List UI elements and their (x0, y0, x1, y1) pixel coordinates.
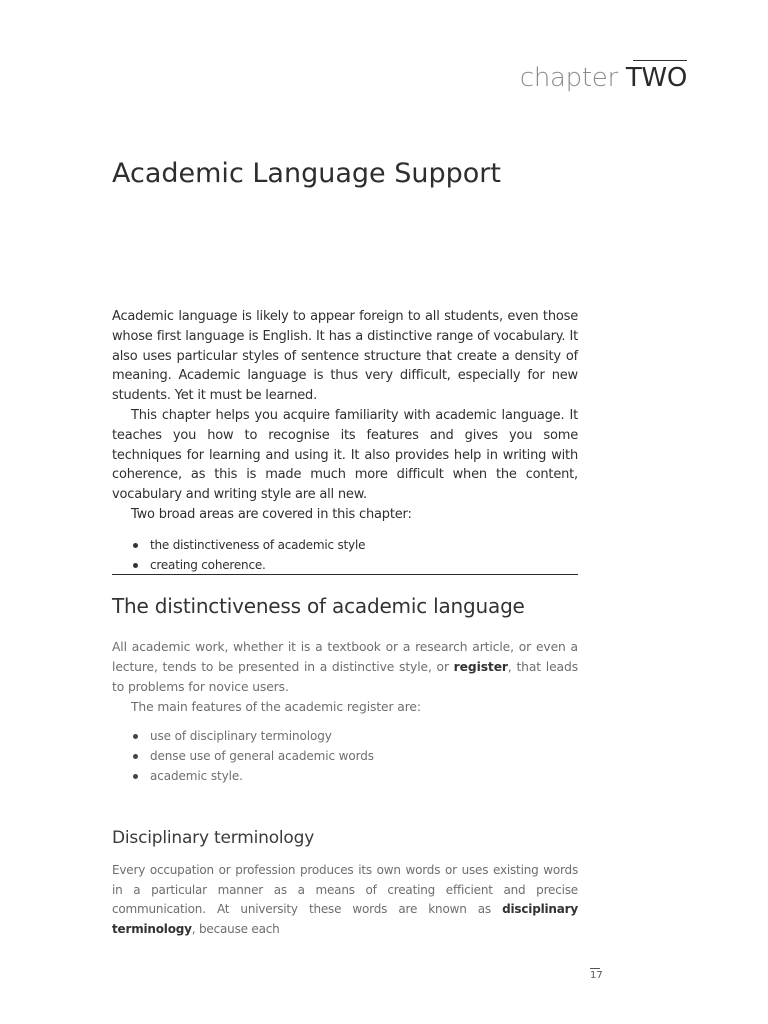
list-item: academic style. (112, 766, 578, 786)
subsection-paragraph-tail: , because each (191, 922, 280, 937)
subsection-paragraph-text: Every occupation or profession produces its own words or uses existing words in a particular manner as a means of creating efficient and precise communication. At university these words are known as (112, 863, 578, 917)
chapter-label (520, 62, 687, 94)
chapter-number: TWO (625, 63, 687, 93)
page-number: 17 (590, 970, 603, 981)
subsection-paragraph (112, 861, 578, 940)
section-divider (112, 574, 578, 575)
subsection-body (112, 861, 578, 940)
list-item: use of disciplinary terminology (112, 726, 578, 746)
bold-term-register: register (453, 660, 508, 674)
section-paragraph-1-text: All academic work, whether it is a textbook or a research article, or even a lecture, tends to be presented in a distinctive style, or (112, 640, 578, 674)
chapter-rule (633, 60, 687, 61)
intro-bullet-list (112, 535, 578, 575)
intro-paragraph-2: This chapter helps you acquire familiarity with academic language. It teaches you how to recognise its features and gives you some techniques for learning and using it. It also provides help in writing with coherence, as this is made much more difficult when the content, vocabulary and writing style are all new. (112, 407, 578, 503)
section-body (112, 637, 578, 786)
section-paragraph-1 (112, 637, 578, 697)
intro-paragraph-1: Academic language is likely to appear foreign to all students, even those whose first language is English. It has a distinctive range of vocabulary. It also uses particular styles of sentence structure that create a density of meaning. Academic language is thus very difficult, especially for new students. Yet it must be learned. (112, 309, 578, 404)
subsection-heading: Disciplinary terminology (112, 828, 315, 848)
section-paragraph-2: The main features of the academic register are: (131, 700, 421, 714)
intro-paragraph-3: Two broad areas are covered in this chapter: (131, 506, 412, 522)
list-item: creating coherence. (112, 555, 578, 575)
chapter-word: chapter (519, 63, 618, 93)
page-title: Academic Language Support (112, 158, 501, 189)
list-item: dense use of general academic words (112, 746, 578, 766)
intro-block (112, 307, 578, 575)
section-heading: The distinctiveness of academic language (112, 594, 525, 618)
section-paragraph-1-tail: , that leads to problems for novice users. (112, 660, 578, 694)
bold-term-disciplinary-terminology: disciplinary terminology (112, 902, 578, 937)
section-bullet-list (112, 726, 578, 786)
list-item: the distinctiveness of academic style (112, 535, 578, 555)
